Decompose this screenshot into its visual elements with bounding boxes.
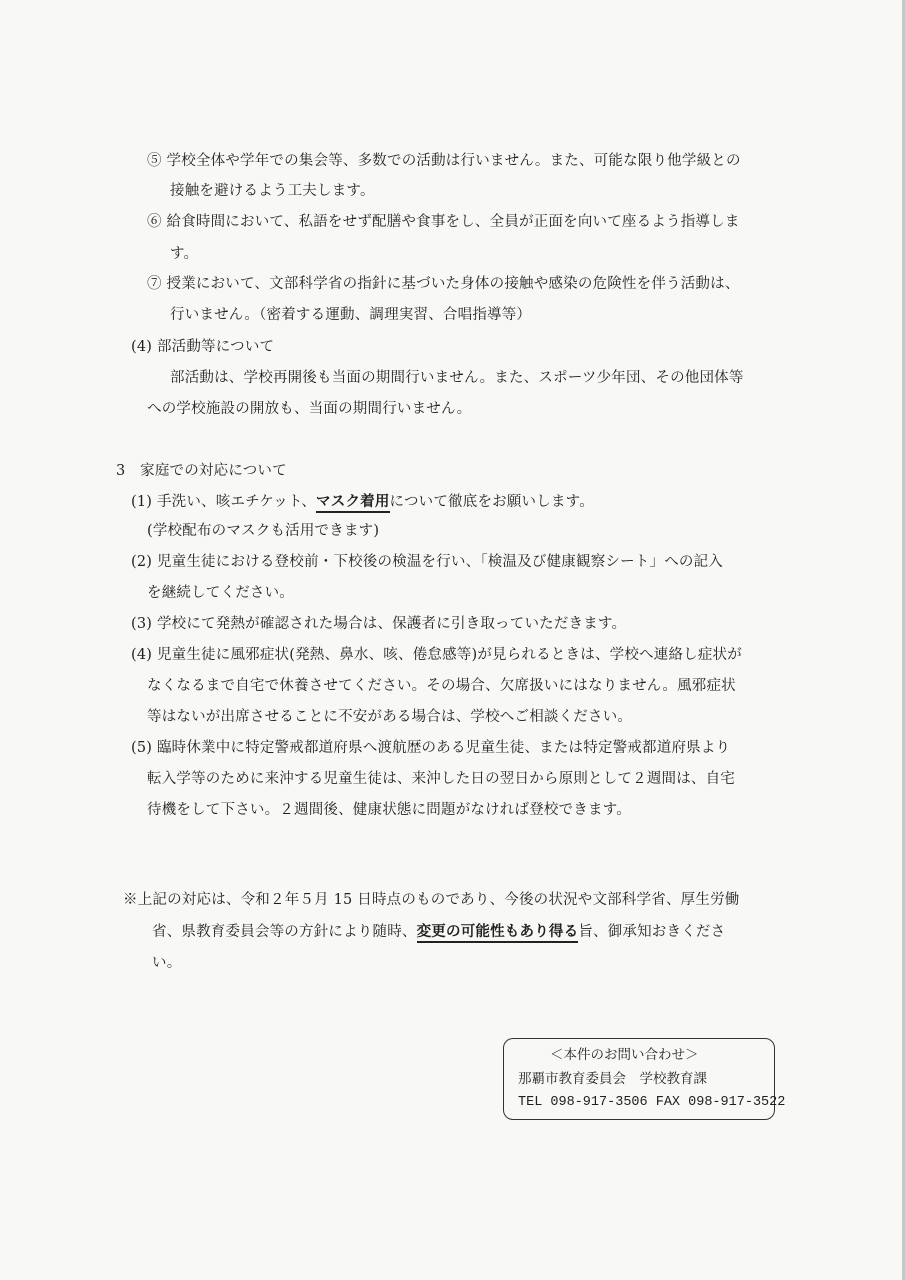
home-section-heading: 3 家庭での対応について	[116, 463, 287, 479]
contact-phone-fax: TEL 098-917-3506 FAX 098-917-3522	[518, 1095, 786, 1110]
home-item-1-pre: (1) 手洗い、咳エチケット、	[131, 494, 317, 510]
item-5-line-2: 接触を避けるよう工夫します。	[170, 183, 375, 199]
home-item-3: (3) 学校にて発熱が確認された場合は、保護者に引き取っていただきます。	[131, 616, 627, 632]
item-6-line-2: す。	[170, 246, 199, 262]
home-item-4-line-1: (4) 児童生徒に風邪症状(発熱、鼻水、咳、倦怠感等)が見られるときは、学校へ連絡し症状が	[131, 647, 742, 663]
mask-emphasis: マスク着用	[316, 493, 390, 513]
note-line-3: い。	[152, 955, 182, 971]
home-item-5-line-1: (5) 臨時休業中に特定警戒都道府県へ渡航歴のある児童生徒、または特定警戒都道府県より	[131, 740, 731, 756]
item-6-line-1: ⑥ 給食時間において、私語をせず配膳や食事をし、全員が正面を向いて座るよう指導しま	[147, 214, 740, 230]
home-item-4-line-2: なくなるまで自宅で休養させてください。その場合、欠席扱いにはなりません。風邪症状	[147, 678, 736, 694]
item-7-line-1: ⑦ 授業において、文部科学省の指針に基づいた身体の接触や感染の危険性を伴う活動は、	[147, 276, 740, 292]
home-item-2-line-2: を継続してください。	[147, 585, 294, 601]
club-line-1: 部活動は、学校再開後も当面の期間行いません。また、スポーツ少年団、その他団体等	[170, 370, 744, 386]
note-line-2	[152, 922, 725, 942]
contact-box	[503, 1038, 786, 1120]
home-item-1-post: について徹底をお願いします。	[389, 494, 594, 510]
change-emphasis: 変更の可能性もあり得る	[417, 923, 579, 943]
home-item-1	[131, 492, 594, 512]
contact-title: ＜本件のお問い合わせ＞	[550, 1047, 699, 1063]
club-line-2: への学校施設の開放も、当面の期間行いません。	[147, 401, 472, 417]
note-line-2-post: 旨、御承知おきくださ	[578, 924, 726, 940]
home-item-2-line-1: (2) 児童生徒における登校前・下校後の検温を行い、「検温及び健康観察シート」への記入	[131, 554, 723, 570]
home-item-5-line-2: 転入学等のために来沖する児童生徒は、来沖した日の翌日から原則として２週間は、自宅	[147, 771, 735, 787]
item-5-line-1: ⑤ 学校全体や学年での集会等、多数での活動は行いません。また、可能な限り他学級との	[147, 153, 741, 169]
home-item-1-note: (学校配布のマスクも活用できます)	[147, 523, 380, 539]
home-item-4-line-3: 等はないが出席させることに不安がある場合は、学校へご相談ください。	[147, 709, 633, 725]
item-7-line-2: 行いません。（密着する運動、調理実習、合唱指導等）	[170, 307, 532, 323]
note-line-2-pre: 省、県教育委員会等の方針により随時、	[152, 924, 417, 940]
club-heading: (4) 部活動等について	[131, 339, 275, 355]
contact-org: 那覇市教育委員会 学校教育課	[518, 1071, 707, 1087]
note-line-1: ※上記の対応は、令和２年５月 15 日時点のものであり、今後の状況や文部科学省、厚生労働	[123, 892, 740, 908]
home-item-5-line-3: 待機をして下さい。２週間後、健康状態に問題がなければ登校できます。	[147, 802, 631, 818]
